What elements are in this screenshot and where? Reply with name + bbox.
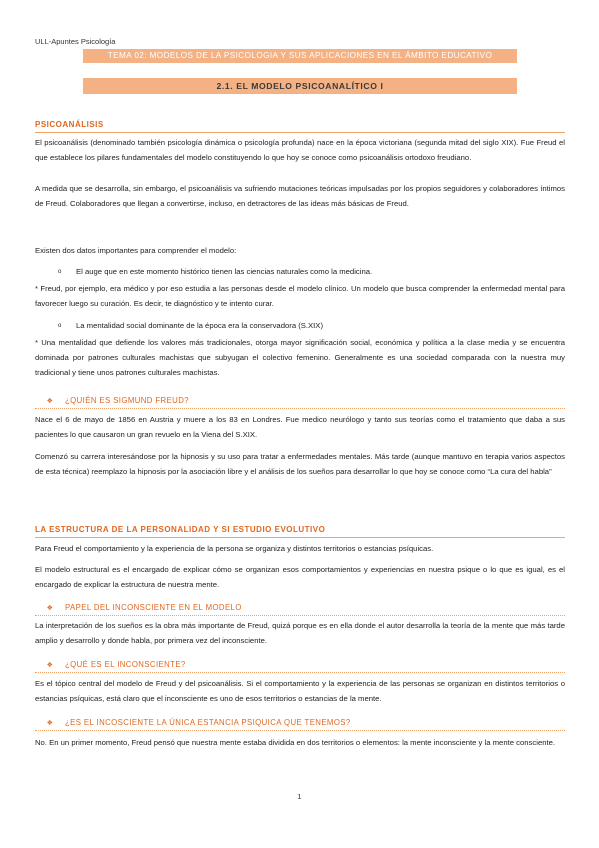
subtopic-banner: 2.1. EL MODELO PSICOANALÍTICO I [83, 78, 517, 94]
list-item: o El auge que en este momento histórico tienen las ciencias naturales como la medicina. [58, 264, 558, 280]
page-number: 1 [297, 792, 302, 801]
list-item: o La mentalidad social dominante de la época era la conservadora (S.XIX) [58, 318, 558, 334]
paragraph: La interpretación de los sueños es la obra más importante de Freud, quizá porque es en ella donde el autor desarrolla la teoría de la mente que más tarde amplio y desarrollo y donde habla, por primera vez del inconsciente. [35, 621, 565, 646]
paragraph: Nace el 6 de mayo de 1856 en Austria y muere a los 83 en Londres. Fue medico neurólogo y tanto sus teorías como el tratamiento que daba a sus pacientes lo que causaron un gran revuelo en la Viena del S.XIX. [35, 415, 565, 440]
paragraph: Para Freud el comportamiento y la experiencia de la persona se organiza y distintos territorios o estancias psíquicas. [35, 544, 434, 553]
paragraph: No. En un primer momento, Freud pensó que nuestra mente estaba dividida en dos territorios o elementos: la mente inconsciente y la mente consciente. [35, 738, 556, 747]
diamond-marker-icon: ❖ [46, 605, 54, 612]
paragraph: * Una mentalidad que defiende los valores más tradicionales, otorga mayor significación social, económica y política a la clase media y se encuentra dominada por patrones culturales machistas que subyugan el colectivo femenino. Generalmente es una sociedad comparada con la nuestra muy tradicional y tiene unos patrones culturales machistas. [35, 338, 565, 378]
bullet-icon: o [58, 269, 62, 275]
paragraph: * Freud, por ejemplo, era médico y por eso estudia a las personas desde el modelo clínico. Un modelo que busca comprender la enfermedad mental para favorecer luego su curación. Es decir, te diagnóstico y te intento curar. [35, 284, 565, 309]
paragraph: Existen dos datos importantes para comprender el modelo: [35, 246, 237, 255]
page-header: ULL-Apuntes Psicología [35, 37, 116, 46]
bullet-icon: o [58, 323, 62, 329]
subheading-quien-es-freud: ❖ ¿QUIÉN ES SIGMUND FREUD? [35, 396, 565, 409]
diamond-marker-icon: ❖ [46, 398, 54, 405]
subheading-papel-inconsciente: ❖ PAPEL DEL INCONSCIENTE EN EL MODELO [35, 603, 565, 616]
section-heading-estructura: LA ESTRUCTURA DE LA PERSONALIDAD Y SI ESTUDIO EVOLUTIVO [35, 525, 565, 538]
paragraph: El modelo estructural es el encargado de explicar cómo se organizan esos comportamientos y experiencias en nuestra psique o lo que es igual, es el encargado de explicar la estructura de nuestra mente. [35, 565, 565, 590]
section-heading-psicoanalisis: PSICOANÁLISIS [35, 120, 565, 133]
subheading-unica-estancia: ❖ ¿ES EL INCOSCIENTE LA ÚNICA ESTANCIA PSIQUICA QUE TENEMOS? [35, 718, 565, 731]
subheading-que-es-inconsciente: ❖ ¿QUÉ ES EL INCONSCIENTE? [35, 660, 565, 673]
diamond-marker-icon: ❖ [46, 662, 54, 669]
paragraph: Es el tópico central del modelo de Freud y del psicoanálisis. Si el comportamiento y la experiencia de las personas se organizan en distintos territorios o estancias psíquicas, está claro que el inconsciente es uno de esos territorios o estancias de la mente. [35, 679, 565, 704]
paragraph: El psicoanálisis (denominado también psicología dinámica o psicología profunda) nace en la época victoriana (segunda mitad del siglo XIX). Fue Freud el que establece los pilares fundamentales del modelo constituyendo lo que hoy se conoce como psicoanálisis ortodoxo freudiano. [35, 138, 565, 163]
paragraph: A medida que se desarrolla, sin embargo, el psicoanálisis va sufriendo mutaciones teóricas impulsadas por los propios seguidores y colaboradores íntimos de Freud. Colaboradores que llegan a convertirse, incluso, en detractores de las ideas más básicas de Freud. [35, 184, 565, 209]
topic-banner: TEMA 02: MODELOS DE LA PSICOLOGIA Y SUS APLICACIONES EN EL ÁMBITO EDUCATIVO [83, 49, 517, 63]
paragraph: Comenzó su carrera interesándose por la hipnosis y su uso para tratar a enfermedades mentales. Más tarde (aunque mantuvo en terapia varios aspectos de esta técnica) reemplazo la hipnosis por la asociación libre y el análisis de los sueños para desarrollar lo que hoy se conoce como “La cura del habla” [35, 452, 565, 477]
diamond-marker-icon: ❖ [46, 720, 54, 727]
